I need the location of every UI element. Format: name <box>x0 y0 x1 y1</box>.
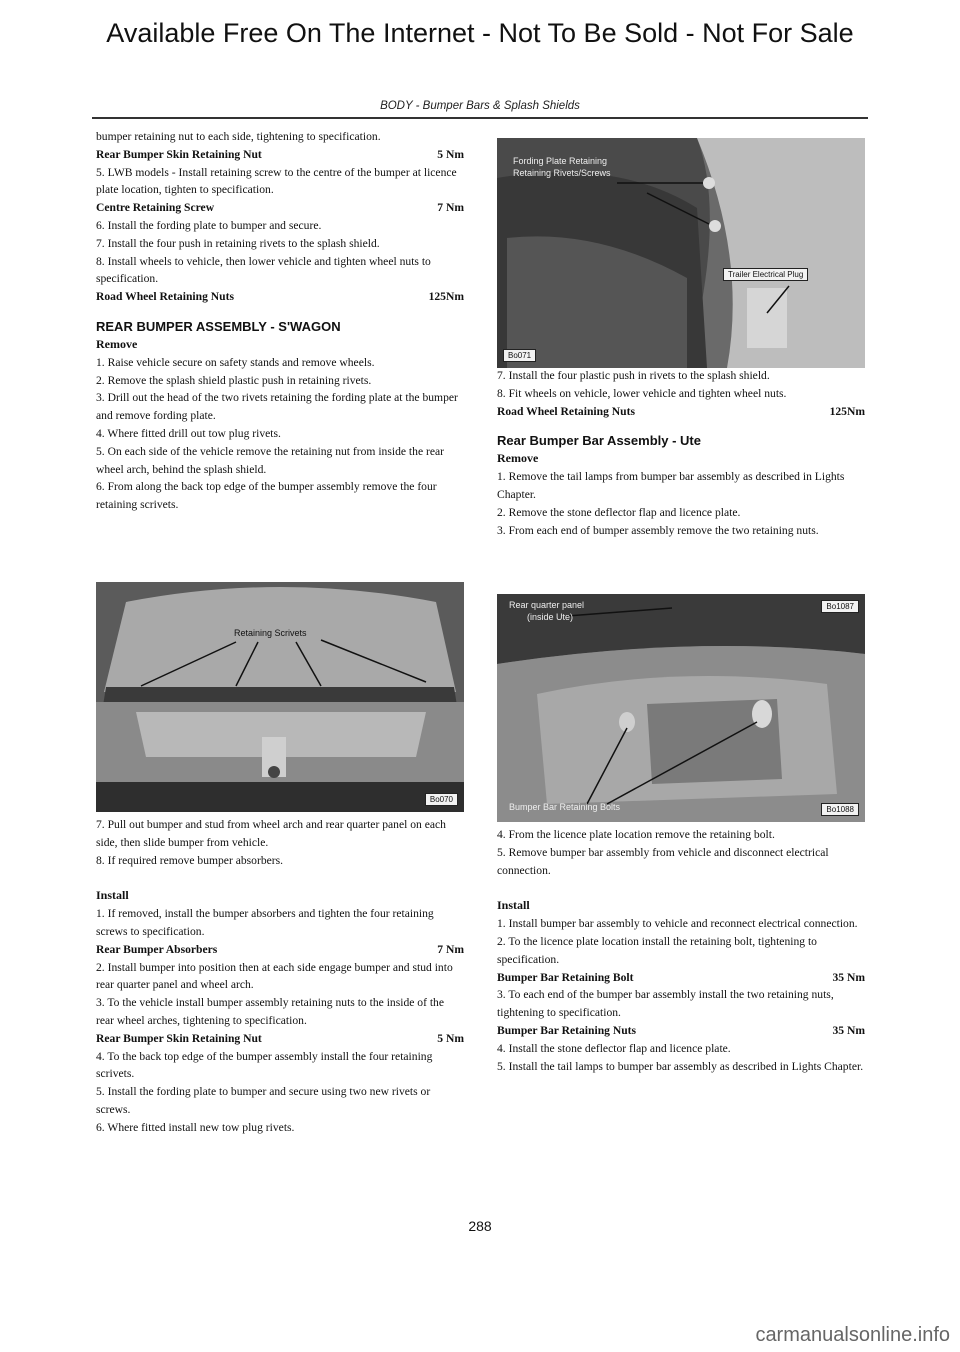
paragraph: 3. To the vehicle install bumper assembly retaining nuts to the inside of the rear wheel arches, tightening to specification. <box>96 996 445 1027</box>
section-heading: REAR BUMPER ASSEMBLY - S'WAGON <box>96 318 341 334</box>
spec-line: Rear Bumper Skin Retaining Nut 5 Nm <box>96 1031 464 1045</box>
paragraph: 5. Install the fording plate to bumper and secure using two new rivets or screws. <box>96 1085 431 1116</box>
spec-line: Bumper Bar Retaining Nuts 35 Nm <box>497 1023 865 1037</box>
paragraph: 4. Install the stone deflector flap and licence plate. <box>497 1041 731 1055</box>
spec-line: Road Wheel Retaining Nuts 125Nm <box>96 290 464 304</box>
photo-drawing <box>96 582 464 812</box>
photo-label: Retaining Scrivets <box>234 628 307 638</box>
photo-code: Bo071 <box>503 349 536 362</box>
spec-line: Rear Bumper Absorbers 7 Nm <box>96 942 464 956</box>
paragraph: 5. On each side of the vehicle remove the retaining nut from inside the rear wheel arch, behind the splash shield. <box>96 444 445 476</box>
paragraph: 4. Where fitted drill out tow plug rivets. <box>96 426 281 440</box>
left-column-top <box>96 128 464 514</box>
paragraph: 1. Install bumper bar assembly to vehicle and reconnect electrical connection. <box>497 917 858 931</box>
footer-site-link[interactable]: carmanualsonline.info <box>755 1324 950 1346</box>
paragraph: 8. Fit wheels on vehicle, lower vehicle and tighten wheel nuts. <box>497 386 787 400</box>
page-number: 288 <box>468 1218 492 1234</box>
paragraph: 2. Remove the splash shield plastic push in retaining rivets. <box>96 373 372 387</box>
paragraph: 4. To the back top edge of the bumper assembly install the four retaining scrivets. <box>96 1049 433 1081</box>
photo-code: Bo1087 <box>821 600 859 613</box>
paragraph: 6. Where fitted install new tow plug rivets. <box>96 1120 295 1134</box>
paragraph: 3. Drill out the head of the two rivets retaining the fording plate at the bumper and remove fording plate. <box>96 391 458 423</box>
running-head: BODY - Bumper Bars & Splash Shields <box>380 100 580 112</box>
paragraph: 2. To the licence plate location install the retaining bolt, tightening to specification. <box>497 934 817 966</box>
paragraph: 5. Remove bumper bar assembly from vehicle and disconnect electrical connection. <box>497 845 829 877</box>
paragraph: 7. Pull out bumper and stud from wheel arch and rear quarter panel on each side, then slide bumper from vehicle. <box>96 818 446 849</box>
photo-drawing <box>497 594 865 822</box>
watermark-banner: Available Free On The Internet - Not To Be Sold - Not For Sale <box>106 18 854 48</box>
photo-retaining-scrivets <box>96 582 464 812</box>
paragraph: 2. Remove the stone deflector flap and licence plate. <box>497 505 741 519</box>
paragraph: bumper retaining nut to each side, tightening to specification. <box>96 130 381 143</box>
right-column-middle <box>497 367 865 539</box>
photo-bumper-bar-bolts <box>497 594 865 822</box>
paragraph: 5. Install the tail lamps to bumper bar assembly as described in Lights Chapter. <box>497 1059 864 1073</box>
spec-line: Rear Bumper Skin Retaining Nut 5 Nm <box>96 147 464 161</box>
paragraph: 4. From the licence plate location remove the retaining bolt. <box>497 828 775 841</box>
right-column-bottom <box>497 826 865 1075</box>
photo-label: Retaining Rivets/Screws <box>513 168 611 178</box>
spec-line: Road Wheel Retaining Nuts 125Nm <box>497 404 865 418</box>
photo-code: Bo1088 <box>821 803 859 816</box>
photo-label: Rear quarter panel <box>509 600 585 610</box>
paragraph: 3. To each end of the bumper bar assembly install the two retaining nuts, tightening to specification. <box>497 988 834 1020</box>
paragraph: 8. Install wheels to vehicle, then lower vehicle and tighten wheel nuts to specification. <box>96 254 431 286</box>
paragraph: 3. From each end of bumper assembly remove the two retaining nuts. <box>497 523 819 537</box>
photo-label-box: Trailer Electrical Plug <box>723 268 808 281</box>
spec-line: Bumper Bar Retaining Bolt 35 Nm <box>497 970 865 984</box>
left-column-bottom <box>96 816 464 1137</box>
photo-label: Fording Plate Retaining <box>513 156 608 166</box>
paragraph: 1. Remove the tail lamps from bumper bar assembly as described in Lights Chapter. <box>497 470 845 501</box>
section-heading: Rear Bumper Bar Assembly - Ute <box>497 433 701 449</box>
paragraph: 8. If required remove bumper absorbers. <box>96 853 284 867</box>
photo-label: (inside Ute) <box>527 612 574 622</box>
paragraph: 1. If removed, install the bumper absorbers and tighten the four retaining screws to specification. <box>96 907 434 938</box>
subheading-install: Install <box>497 898 530 913</box>
photo-code: Bo070 <box>425 793 458 806</box>
paragraph: 7. Install the four push in retaining rivets to the splash shield. <box>96 236 380 250</box>
paragraph: 2. Install bumper into position then at each side engage bumper and stud into rear quarter panel and wheel arch. <box>96 960 453 992</box>
spec-line: Centre Retaining Screw 7 Nm <box>96 201 464 215</box>
subheading-install: Install <box>96 888 129 903</box>
paragraph: 6. From along the back top edge of the bumper assembly remove the four retaining scrivets. <box>96 480 437 512</box>
subheading-remove: Remove <box>96 336 138 351</box>
paragraph: 6. Install the fording plate to bumper and secure. <box>96 218 322 232</box>
header-rule <box>92 117 868 119</box>
paragraph: 7. Install the four plastic push in rivets to the splash shield. <box>497 369 770 382</box>
subheading-remove: Remove <box>497 451 539 466</box>
photo-label: Bumper Bar Retaining Bolts <box>509 802 621 812</box>
photo-fording-plate <box>497 138 865 368</box>
paragraph: 1. Raise vehicle secure on safety stands and remove wheels. <box>96 355 375 369</box>
paragraph: 5. LWB models - Install retaining screw to the centre of the bumper at licence plate location, tighten to specification. <box>96 165 457 197</box>
